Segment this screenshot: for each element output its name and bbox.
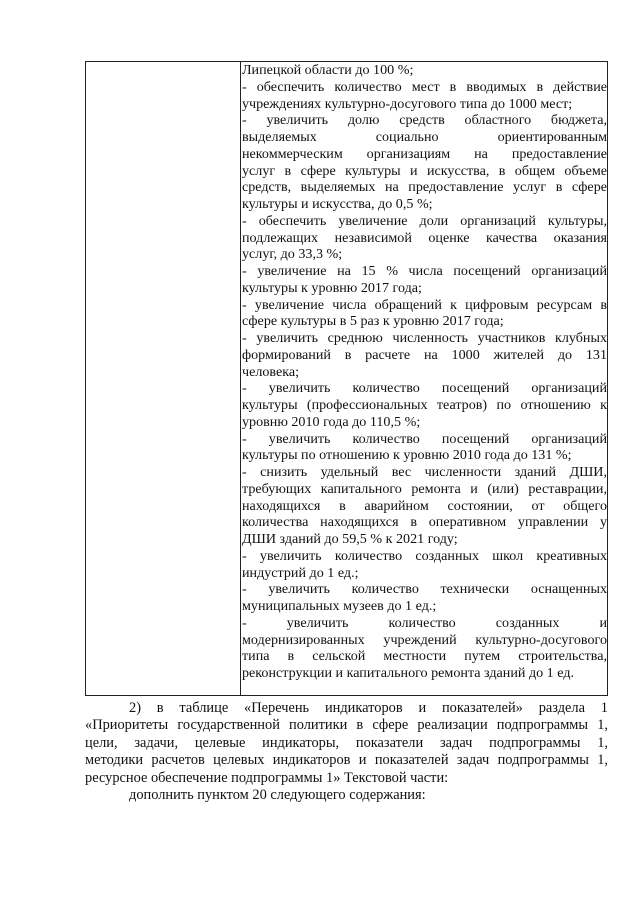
table-cell-line: - обеспечить увеличение доли организаций культуры, xyxy=(242,212,607,229)
table-cell-line: - снизить удельный вес численности зданий ДШИ, xyxy=(242,464,607,480)
table-cell-line: - увеличить количество созданных и xyxy=(242,614,607,631)
table-cell-line: - увеличение числа обращений к цифровым ресурсам в xyxy=(242,296,607,313)
table-cell-line: - увеличить долю средств областного бюджета, xyxy=(242,112,607,129)
table-cell-line: Липецкой области до 100 %; xyxy=(242,62,414,78)
table-cell-line: средств, выделяемых на предоставление услуг в сфере xyxy=(242,179,607,196)
amendment-text xyxy=(85,700,608,804)
paragraph-line: дополнить пунктом 20 следующего содержания: xyxy=(129,786,426,803)
table-cell-indicators xyxy=(242,62,607,682)
table-column-divider xyxy=(240,62,241,695)
paragraph-line: 2) в таблице «Перечень индикаторов и показателей» раздела 1 xyxy=(129,700,608,716)
paragraph-line: методики расчетов целевых индикаторов и показателей задач подпрограммы 1, xyxy=(85,752,608,769)
table-cell-line: культуры по отношению к уровню 2010 года до 131 %; xyxy=(242,447,572,464)
table-cell-line: типа в сельской местности путем строительства, xyxy=(242,648,607,665)
table-cell-line: модернизированных учреждений культурно-досугового xyxy=(242,631,607,648)
table-cell-line: некоммерческим организациям на предоставление xyxy=(242,145,607,162)
indicators-table-fragment xyxy=(85,61,608,696)
table-cell-line: - обеспечить количество мест в вводимых в действие xyxy=(242,78,607,95)
table-cell-line: подлежащих независимой оценке качества оказания xyxy=(242,229,607,246)
table-cell-line: культуры и искусства, до 0,5 %; xyxy=(242,196,433,212)
table-cell-line: - увеличение на 15 % числа посещений организаций xyxy=(242,263,607,279)
table-cell-line: - увеличить количество созданных школ креативных xyxy=(242,547,607,564)
table-cell-line: учреждениях культурно-досугового типа до 1000 мест; xyxy=(242,95,573,112)
table-cell-line: требующих капитального ремонта и (или) реставрации, xyxy=(242,480,607,497)
table-cell-line: сфере культуры в 5 раз к уровню 2017 года; xyxy=(242,313,504,330)
table-cell-line: - увеличить количество посещений организаций xyxy=(242,380,607,397)
paragraph-line: цели, задачи, целевые индикаторы, показатели задач подпрограммы 1, xyxy=(85,734,608,751)
table-cell-line: - увеличить количество технически оснащенных xyxy=(242,581,607,598)
table-cell-line: количества находящихся в оперативном управлении у xyxy=(242,514,607,531)
table-cell-line: формирований в расчете на 1000 жителей до 131 xyxy=(242,346,607,363)
table-cell-line: культуры к уровню 2017 года; xyxy=(242,279,422,296)
table-cell-line: находящихся в аварийном состоянии, от общего xyxy=(242,497,607,514)
table-cell-line: услуг в сфере культуры и искусства, в общем объеме xyxy=(242,162,607,179)
table-cell-line: культуры (профессиональных театров) по отношению к xyxy=(242,397,607,413)
table-cell-line: услуг, до 33,3 %; xyxy=(242,246,343,263)
table-cell-line: - увеличить количество посещений организаций xyxy=(242,430,607,447)
paragraph-line: ресурсное обеспечение подпрограммы 1» Текстовой части: xyxy=(85,769,449,786)
paragraph-line: «Приоритеты государственной политики в сфере реализации подпрограммы 1, xyxy=(85,717,608,734)
table-cell-line: ДШИ зданий до 59,5 % к 2021 году; xyxy=(242,531,458,547)
table-cell-line: муниципальных музеев до 1 ед.; xyxy=(242,598,437,614)
table-cell-line: индустрий до 1 ед.; xyxy=(242,564,359,581)
table-cell-line: выделяемых социально ориентированным xyxy=(242,129,607,145)
table-cell-line: - увеличить среднюю численность участников клубных xyxy=(242,330,607,346)
table-cell-line: уровню 2010 года до 110,5 %; xyxy=(242,413,421,430)
table-cell-line: реконструкции и капитального ремонта зданий до 1 ед. xyxy=(242,665,575,681)
table-cell-line: человека; xyxy=(242,363,300,380)
